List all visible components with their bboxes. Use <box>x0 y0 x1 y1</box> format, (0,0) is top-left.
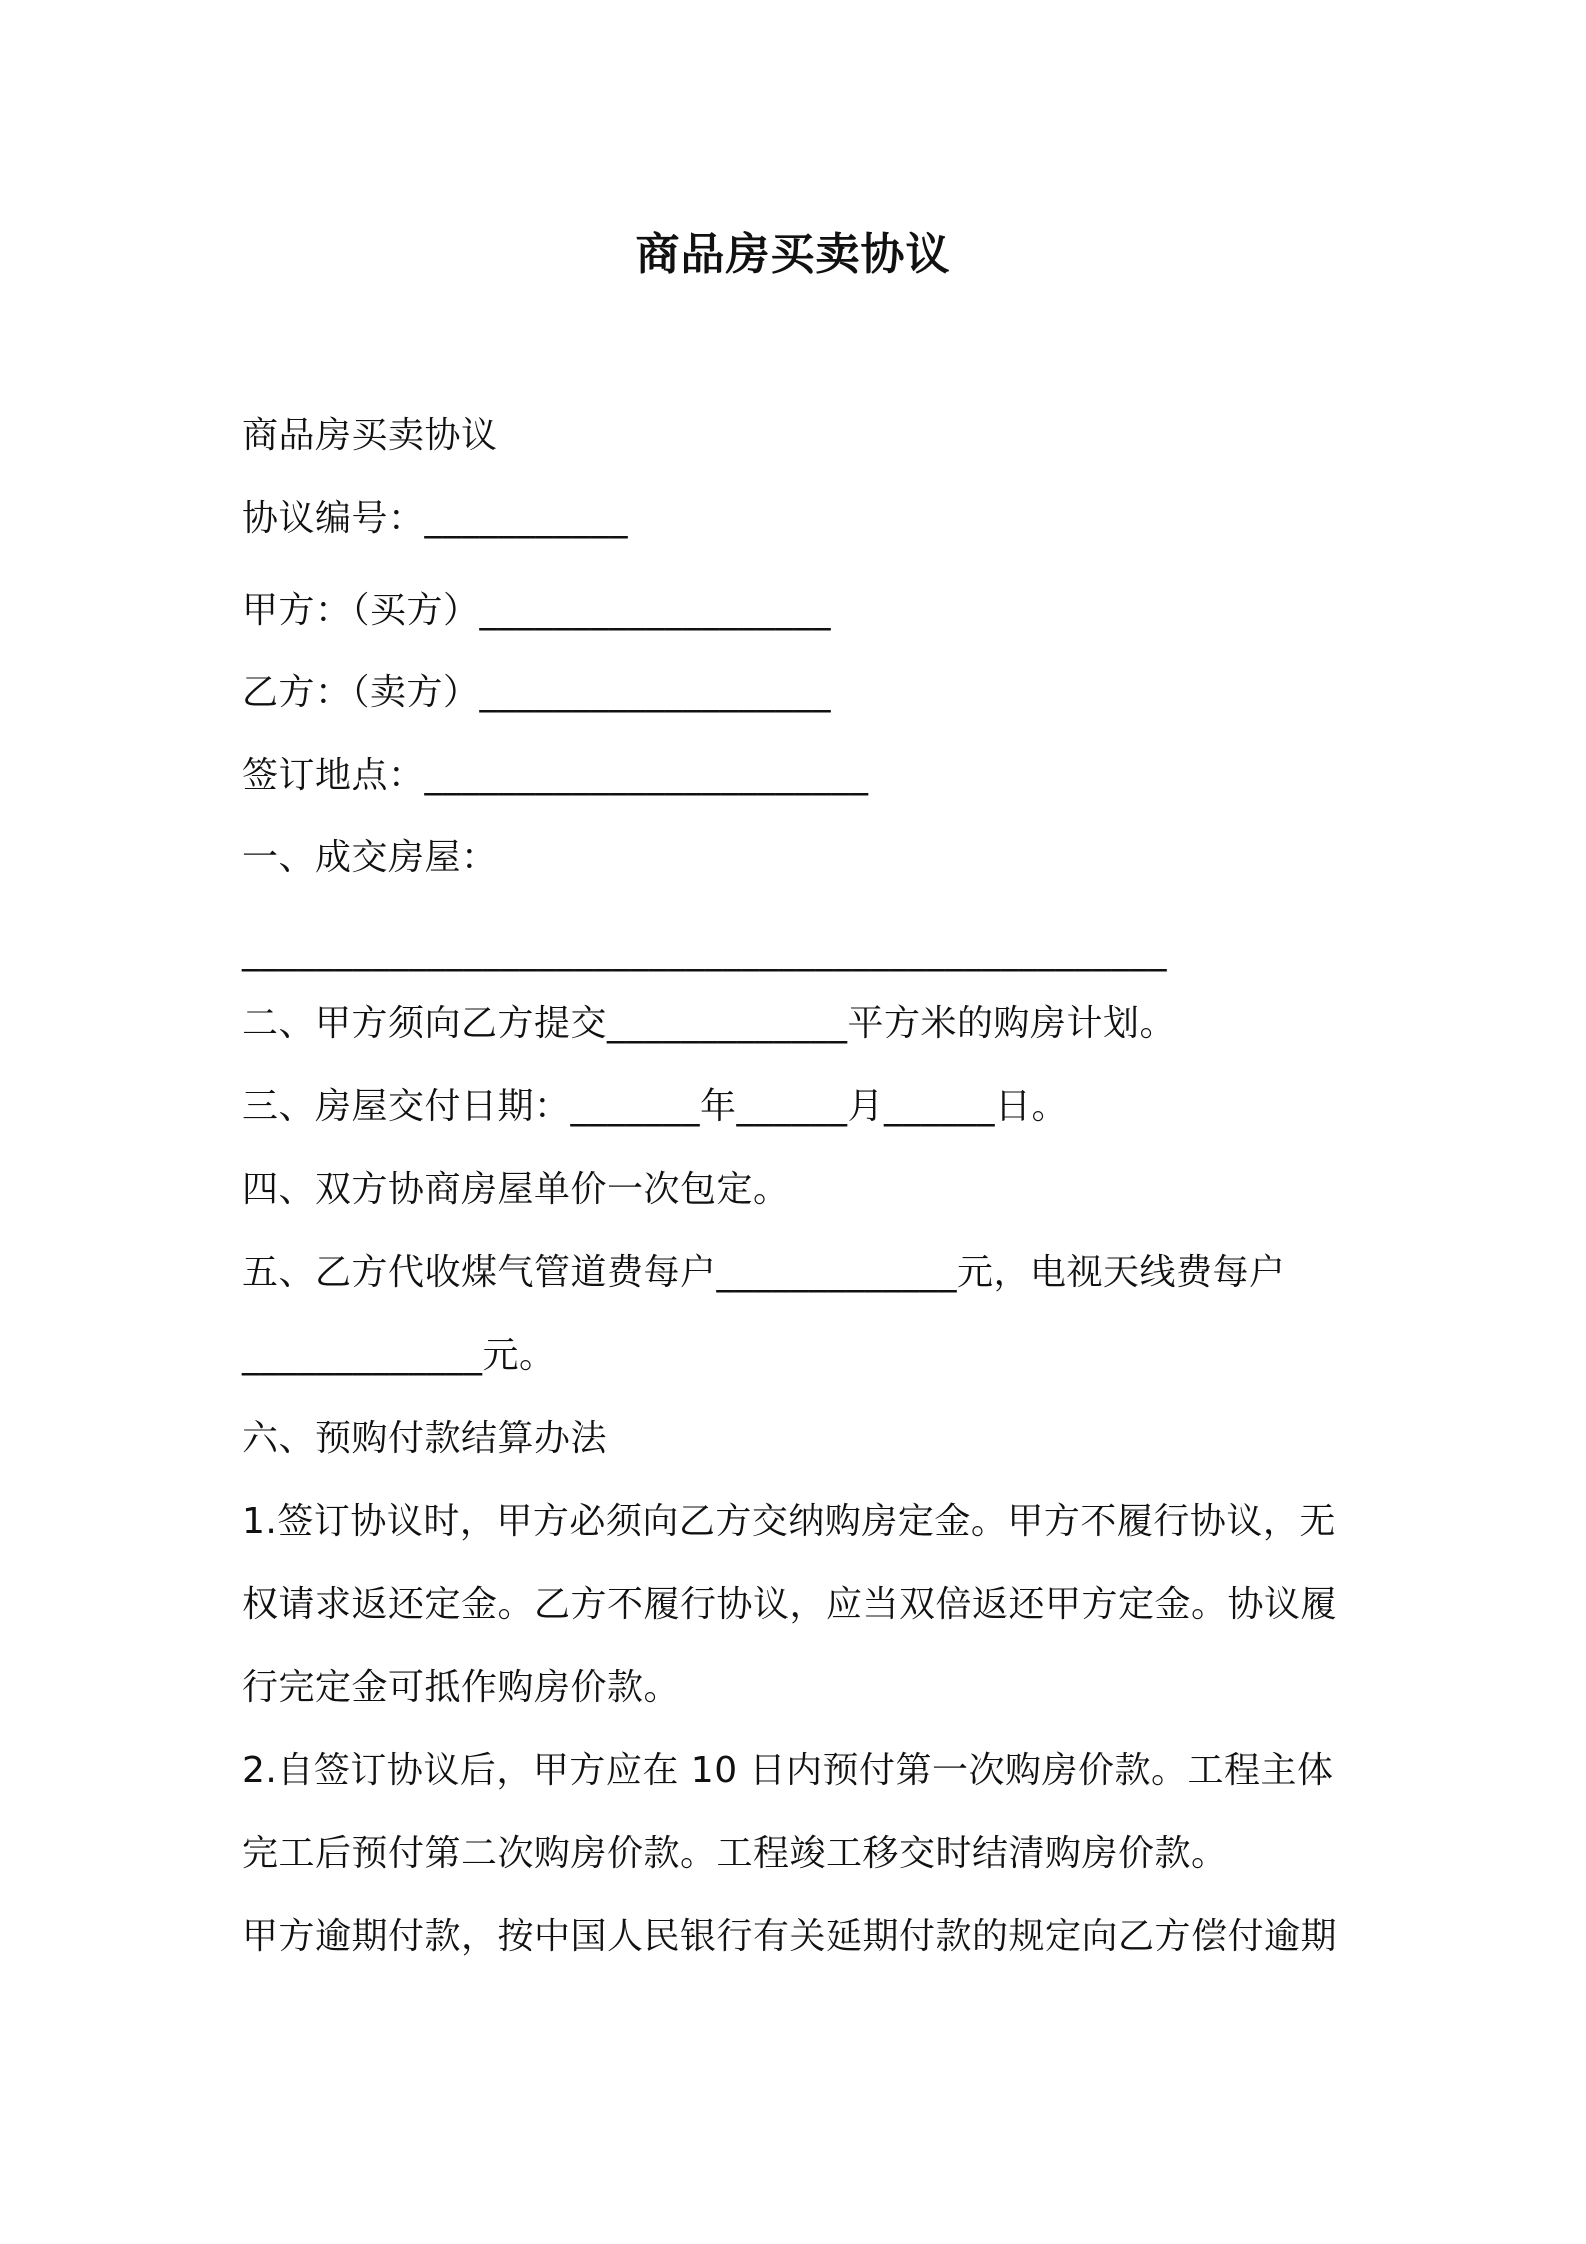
doc-line-section-5-cont: _____________元。 <box>242 1335 556 1376</box>
doc-line-clause-2b: 完工后预付第二次购房价款。工程竣工移交时结清购房价款。 <box>242 1833 1228 1874</box>
doc-line-blank: __________________________________________________ <box>242 931 1167 972</box>
doc-line-signing-place: 签订地点：________________________ <box>242 755 869 796</box>
doc-line-section-2: 二、甲方须向乙方提交_____________平方米的购房计划。 <box>242 1003 1177 1044</box>
doc-line-party-a: 甲方：（买方）___________________ <box>242 590 832 631</box>
doc-line-clause-1a: 1.签订协议时，甲方必须向乙方交纳购房定金。甲方不履行协议，无 <box>242 1501 1336 1542</box>
doc-line-clause-2a: 2.自签订协议后，甲方应在 10 日内预付第一次购房价款。工程主体 <box>242 1750 1334 1791</box>
doc-line-clause-2c: 甲方逾期付款，按中国人民银行有关延期付款的规定向乙方偿付逾期 <box>242 1916 1338 1957</box>
doc-line-section-1: 一、成交房屋： <box>242 837 498 878</box>
doc-line-section-5: 五、乙方代收煤气管道费每户_____________元，电视天线费每户 <box>242 1252 1286 1293</box>
doc-line-section-6: 六、预购付款结算办法 <box>242 1418 608 1459</box>
doc-line-subtitle: 商品房买卖协议 <box>242 415 498 456</box>
doc-line-agreement-number: 协议编号：___________ <box>242 498 629 539</box>
doc-line-clause-1c: 行完定金可抵作购房价款。 <box>242 1667 681 1708</box>
doc-line-clause-1b: 权请求返还定金。乙方不履行协议，应当双倍返还甲方定金。协议履 <box>242 1584 1338 1625</box>
document-title: 商品房买卖协议 <box>635 229 951 280</box>
doc-line-section-3: 三、房屋交付日期：_______年______月______日。 <box>242 1086 1069 1127</box>
doc-line-section-4: 四、双方协商房屋单价一次包定。 <box>242 1169 790 1210</box>
doc-line-party-b: 乙方：（卖方）___________________ <box>242 672 832 713</box>
